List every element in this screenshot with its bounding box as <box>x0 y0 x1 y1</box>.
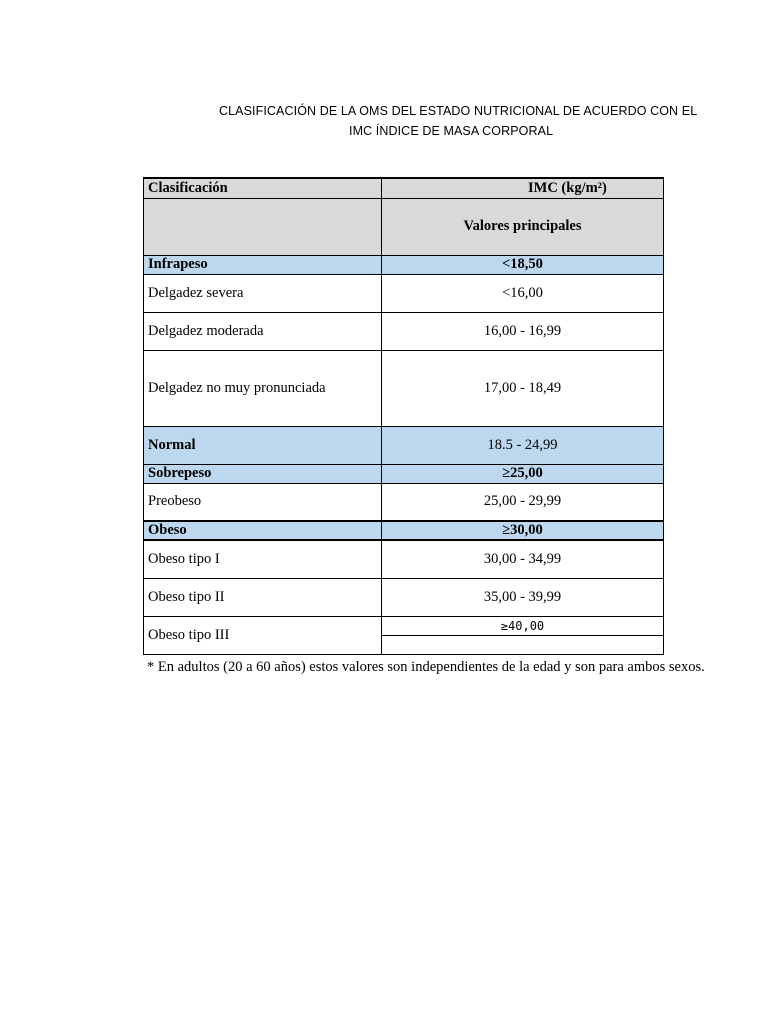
header-imc: IMC (kg/m²) <box>382 178 664 198</box>
row-name: Delgadez no muy pronunciada <box>144 350 382 426</box>
row-name: Obeso tipo I <box>144 540 382 578</box>
header-blank <box>144 198 382 255</box>
row-name: Obeso <box>144 521 382 540</box>
row-value: 35,00 - 39,99 <box>382 578 664 616</box>
page-title: CLASIFICACIÓN DE LA OMS DEL ESTADO NUTRICIONAL DE ACUERDO CON EL <box>219 104 698 118</box>
row-value: ≥25,00 <box>382 464 664 483</box>
row-name: Infrapeso <box>144 255 382 274</box>
row-value: <16,00 <box>382 274 664 312</box>
header-main-values: Valores principales <box>382 198 664 255</box>
row-value: ≥30,00 <box>382 521 664 540</box>
footnote: * En adultos (20 a 60 años) estos valores son independientes de la edad y son para ambos sexos. <box>147 659 705 675</box>
row-value: 30,00 - 34,99 <box>382 540 664 578</box>
row-value: 16,00 - 16,99 <box>382 312 664 350</box>
bmi-table <box>143 177 664 655</box>
row-name: Sobrepeso <box>144 464 382 483</box>
row-name: Obeso tipo III <box>144 616 382 654</box>
row-name: Delgadez severa <box>144 274 382 312</box>
row-value: ≥40,00 <box>382 617 663 636</box>
row-value: 25,00 - 29,99 <box>382 483 664 521</box>
row-value: 18.5 - 24,99 <box>382 426 664 464</box>
row-value: 17,00 - 18,49 <box>382 350 664 426</box>
row-name: Normal <box>144 426 382 464</box>
page-subtitle: IMC ÍNDICE DE MASA CORPORAL <box>349 124 554 138</box>
row-name: Preobeso <box>144 483 382 521</box>
row-value-cell <box>382 616 664 654</box>
row-value: <18,50 <box>382 255 664 274</box>
row-name: Obeso tipo II <box>144 578 382 616</box>
header-classification: Clasificación <box>144 178 382 198</box>
row-name: Delgadez moderada <box>144 312 382 350</box>
